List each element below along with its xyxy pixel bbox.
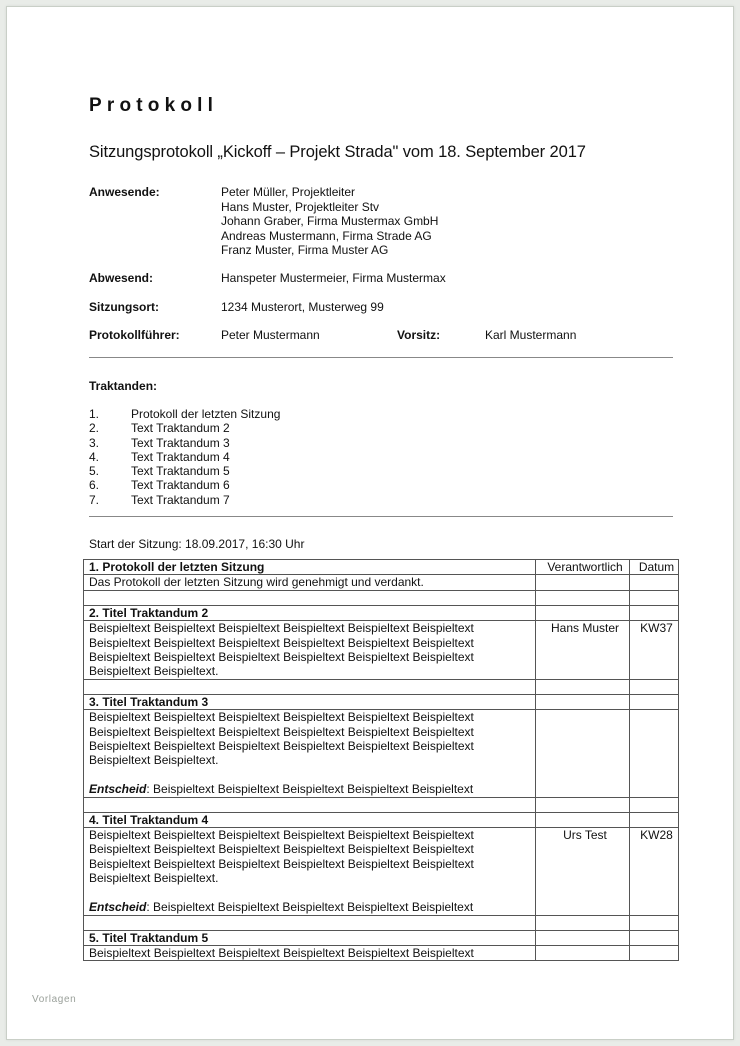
body-line: Beispieltext Beispieltext. <box>89 753 219 768</box>
recorder-label: Protokollführer: <box>89 328 180 342</box>
decision-text: : Beispieltext Beispieltext Beispieltext Beispieltext Beispieltext <box>146 782 474 797</box>
section-body <box>84 828 536 915</box>
section-body <box>84 575 536 590</box>
section-title: 5. Titel Traktandum 5 <box>84 930 536 945</box>
body-line: Beispieltext Beispieltext Beispieltext Beispieltext Beispieltext Beispieltext <box>89 635 474 650</box>
table-row <box>84 621 679 680</box>
attendee: Johann Graber, Firma Mustermax GmbH <box>221 214 439 228</box>
decision-line <box>89 782 535 796</box>
responsible-cell <box>536 575 630 590</box>
body-line: Beispieltext Beispieltext Beispieltext Beispieltext Beispieltext Beispieltext <box>89 621 474 636</box>
agenda-number: 4. <box>89 449 100 464</box>
table-row <box>84 812 679 827</box>
body-line: Das Protokoll der letzten Sitzung wird genehmigt und verdankt. <box>89 575 424 590</box>
table-row <box>84 797 679 812</box>
chair-label: Vorsitz: <box>397 328 441 342</box>
body-line: Beispieltext Beispieltext Beispieltext Beispieltext Beispieltext Beispieltext <box>89 945 474 960</box>
section-body <box>84 621 536 680</box>
agenda-number: 7. <box>89 492 100 507</box>
agenda-list <box>89 407 280 507</box>
section-title: 4. Titel Traktandum 4 <box>84 812 536 827</box>
date-cell: KW28 <box>630 828 679 915</box>
attendees-label: Anwesende: <box>89 185 160 199</box>
absent-label: Abwesend: <box>89 271 154 285</box>
agenda-text: Text Traktandum 7 <box>131 492 230 507</box>
body-line: Beispieltext Beispieltext Beispieltext Beispieltext Beispieltext Beispieltext <box>89 856 474 871</box>
responsible-cell: Hans Muster <box>536 621 630 680</box>
watermark: Vorlagen <box>32 994 77 1005</box>
chair-value: Karl Mustermann <box>485 328 577 342</box>
decision-label: Entscheid <box>89 782 147 797</box>
agenda-text: Protokoll der letzten Sitzung <box>131 407 281 421</box>
agenda-number: 1. <box>89 407 100 421</box>
agenda-text: Text Traktandum 3 <box>131 435 230 450</box>
section-title: 1. Protokoll der letzten Sitzung <box>84 560 536 575</box>
responsible-cell <box>536 945 630 960</box>
body-line: Beispieltext Beispieltext. <box>89 871 219 886</box>
decision-label: Entscheid <box>89 900 147 915</box>
agenda-item <box>89 478 280 492</box>
table-row <box>84 828 679 915</box>
body-line: Beispieltext Beispieltext Beispieltext Beispieltext Beispieltext Beispieltext <box>89 724 474 739</box>
body-line: Beispieltext Beispieltext Beispieltext Beispieltext Beispieltext Beispieltext <box>89 650 474 665</box>
decision-line <box>89 900 535 914</box>
table-row <box>84 710 679 797</box>
body-line: Beispieltext Beispieltext. <box>89 664 219 679</box>
recorder-value: Peter Mustermann <box>221 328 320 342</box>
minutes-table <box>83 559 679 961</box>
table-row <box>84 945 679 960</box>
section-title: 3. Titel Traktandum 3 <box>84 694 536 709</box>
meeting-start: Start der Sitzung: 18.09.2017, 16:30 Uhr <box>89 537 305 551</box>
attendee: Peter Müller, Projektleiter <box>221 185 356 199</box>
date-header: Datum <box>630 560 679 575</box>
table-row <box>84 575 679 590</box>
agenda-item <box>89 464 280 478</box>
section-body <box>84 710 536 797</box>
agenda-text: Text Traktandum 4 <box>131 449 230 464</box>
divider <box>89 357 673 358</box>
agenda-item <box>89 493 280 507</box>
agenda-item <box>89 407 280 421</box>
document-title: Protokoll <box>89 95 219 116</box>
table-row <box>84 679 679 694</box>
agenda-text: Text Traktandum 2 <box>131 421 230 436</box>
agenda-item <box>89 450 280 464</box>
table-row <box>84 694 679 709</box>
body-line: Beispieltext Beispieltext Beispieltext Beispieltext Beispieltext Beispieltext <box>89 739 474 754</box>
table-row <box>84 930 679 945</box>
responsible-header: Verantwortlich <box>536 560 630 575</box>
agenda-text: Text Traktandum 6 <box>131 478 230 493</box>
date-cell <box>630 945 679 960</box>
table-row <box>84 590 679 605</box>
table-row <box>84 605 679 620</box>
attendee: Andreas Mustermann, Firma Strade AG <box>221 228 432 243</box>
table-row <box>84 560 679 575</box>
body-line: Beispieltext Beispieltext Beispieltext Beispieltext Beispieltext Beispieltext <box>89 842 474 857</box>
location-label: Sitzungsort: <box>89 300 159 314</box>
attendees-list <box>221 185 438 258</box>
responsible-cell: Urs Test <box>536 828 630 915</box>
divider <box>89 516 673 517</box>
section-body <box>84 945 536 960</box>
date-cell: KW37 <box>630 621 679 680</box>
document-page <box>6 6 734 1040</box>
agenda-number: 3. <box>89 435 100 450</box>
agenda-item <box>89 436 280 450</box>
agenda-label: Traktanden: <box>89 379 158 393</box>
section-title: 2. Titel Traktandum 2 <box>84 605 536 620</box>
date-cell <box>630 710 679 797</box>
agenda-number: 5. <box>89 464 100 479</box>
body-line: Beispieltext Beispieltext Beispieltext Beispieltext Beispieltext Beispieltext <box>89 710 474 725</box>
agenda-number: 6. <box>89 478 100 493</box>
agenda-item <box>89 421 280 435</box>
document-subtitle: Sitzungsprotokoll „Kickoff – Projekt Strada" vom 18. September 2017 <box>89 143 586 161</box>
location-value: 1234 Musterort, Musterweg 99 <box>221 300 384 314</box>
absent-value: Hanspeter Mustermeier, Firma Mustermax <box>221 271 446 285</box>
date-cell <box>630 575 679 590</box>
attendee: Hans Muster, Projektleiter Stv <box>221 199 380 214</box>
agenda-number: 2. <box>89 421 100 436</box>
table-row <box>84 915 679 930</box>
responsible-cell <box>536 710 630 797</box>
body-line: Beispieltext Beispieltext Beispieltext Beispieltext Beispieltext Beispieltext <box>89 828 474 843</box>
agenda-text: Text Traktandum 5 <box>131 464 230 479</box>
decision-text: : Beispieltext Beispieltext Beispieltext Beispieltext Beispieltext <box>146 900 474 915</box>
attendee: Franz Muster, Firma Muster AG <box>221 243 389 257</box>
